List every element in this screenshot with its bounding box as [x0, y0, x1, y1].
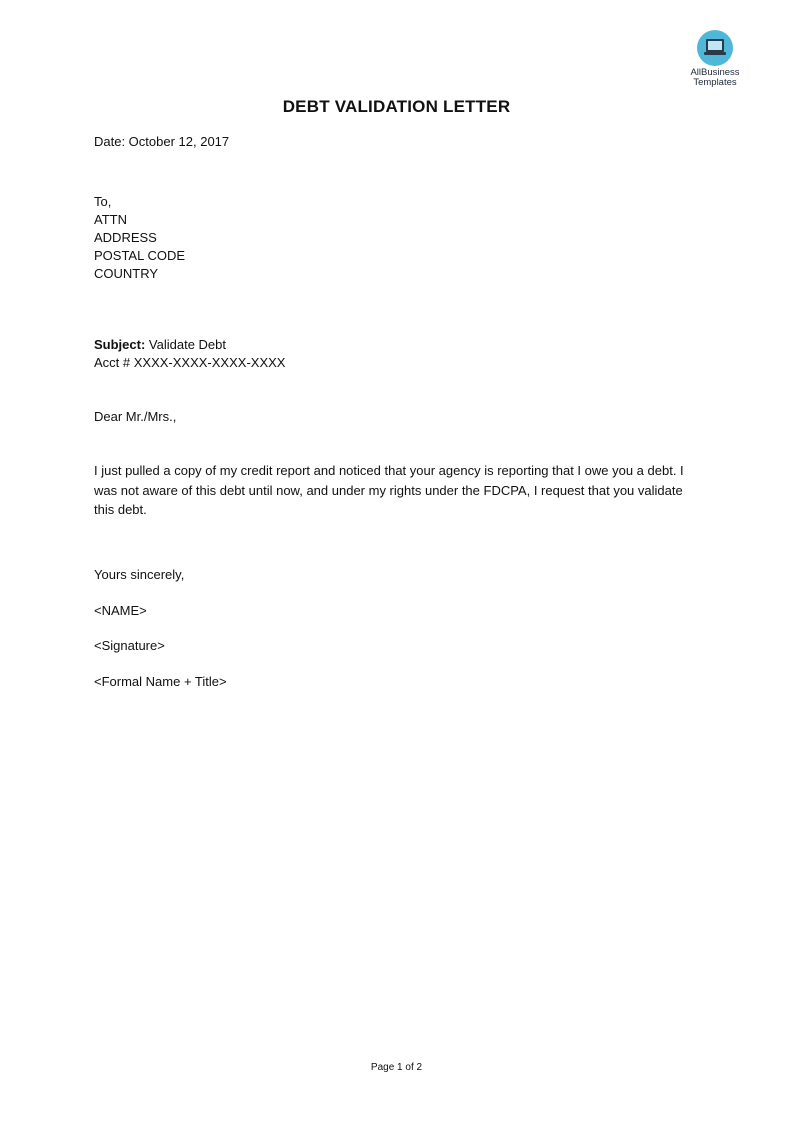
account-number: Acct # XXXX-XXXX-XXXX-XXXX	[94, 355, 286, 370]
sender-formal-name: <Formal Name + Title>	[94, 674, 227, 689]
closing: Yours sincerely,	[94, 567, 185, 582]
allbusiness-logo	[680, 30, 750, 88]
logo-text-line2: Templates	[693, 77, 737, 88]
sender-signature: <Signature>	[94, 638, 165, 653]
subject-label: Subject:	[94, 337, 146, 352]
recipient-country: COUNTRY	[94, 266, 159, 281]
subject-value: Validate Debt	[145, 337, 226, 352]
recipient-attn: ATTN	[94, 212, 127, 227]
recipient-to: To,	[94, 194, 112, 209]
letter-title: DEBT VALIDATION LETTER	[282, 97, 511, 116]
logo-text-line1: AllBusiness	[690, 67, 740, 78]
recipient-address: ADDRESS	[94, 230, 157, 245]
page-number: Page 1 of 2	[370, 1062, 423, 1073]
letter-date: Date: October 12, 2017	[94, 134, 230, 149]
recipient-postal-code: POSTAL CODE	[94, 248, 186, 263]
subject-line	[94, 336, 226, 354]
sender-name: <NAME>	[94, 603, 147, 618]
letter-body: I just pulled a copy of my credit report and noticed that your agency is reporting that I owe you a debt. I was not aware of this debt until now, and under my rights under the FDCPA, I request that you validate this debt.	[94, 463, 684, 517]
laptop-icon	[697, 30, 733, 66]
salutation: Dear Mr./Mrs.,	[94, 409, 177, 424]
